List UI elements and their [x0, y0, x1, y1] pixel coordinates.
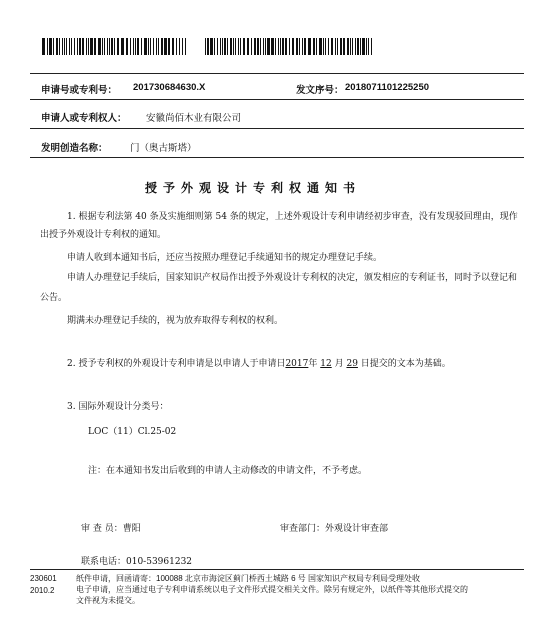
barcode-bar	[235, 38, 236, 55]
barcode-left	[42, 38, 190, 55]
barcode-bar	[265, 38, 266, 55]
paragraph-2: 申请人收到本通知书后，还应当按照办理登记手续通知书的规定办理登记手续。	[67, 253, 383, 263]
barcode-bar	[66, 38, 67, 55]
doc-no-label: 发文序号：	[296, 85, 344, 96]
barcode-bar	[64, 38, 65, 55]
barcode-bar	[156, 38, 157, 55]
barcode-bar	[331, 38, 333, 55]
barcode-bar	[150, 38, 151, 55]
barcode-bar	[271, 38, 274, 55]
barcode-bar	[153, 38, 154, 55]
form-code-2: 2010.2	[30, 586, 55, 595]
paragraph-3-line-1: 申请人办理登记手续后，国家知识产权局作出授予外观设计专利权的决定，颁发相应的专利证书，同时予以登记和	[67, 273, 518, 283]
barcode-bar	[347, 38, 349, 55]
divider-2	[30, 128, 524, 129]
barcode-bar	[172, 38, 174, 55]
barcode-bar	[107, 38, 108, 55]
barcode-bar	[296, 38, 298, 55]
classification-heading: 3. 国际外观设计分类号：	[67, 402, 169, 412]
barcode-bar	[278, 38, 279, 55]
footer-line-2: 电子申请，应当通过电子专利申请系统以电子文件形式提交相关文件。除另有规定外，以纸件等其他形式提交的	[76, 585, 468, 594]
barcode-bar	[217, 38, 218, 55]
divider-1	[30, 99, 524, 100]
barcode-bar	[243, 38, 245, 55]
barcode-bar	[179, 38, 180, 55]
barcode-bar	[224, 38, 226, 55]
footer-line-3: 文件视为未提交。	[76, 596, 140, 605]
barcode-bar	[335, 38, 336, 55]
barcode-bar	[82, 38, 84, 55]
filing-year-unit: 年	[308, 359, 318, 369]
design-name-value: 门（奥古斯塔）	[130, 143, 197, 154]
barcode-bar	[319, 38, 322, 55]
barcode-bar	[316, 38, 317, 55]
barcode-right	[205, 38, 375, 55]
barcode-bar	[254, 38, 256, 55]
barcode-bar	[352, 38, 353, 55]
paragraph-1-line-2: 出授予外观设计专利权的通知。	[40, 230, 167, 240]
classification-code: LOC（11）Cl.25-02	[88, 427, 177, 437]
barcode-bar	[220, 38, 221, 55]
barcode-bar	[260, 38, 261, 55]
barcode-bar	[86, 38, 87, 55]
paragraph-4: 期满未办理登记手续的，视为放弃取得专利权的权利。	[67, 316, 284, 326]
barcode-bar	[337, 38, 338, 55]
barcode-bar	[121, 38, 124, 55]
barcode-bar	[368, 38, 369, 55]
app-no-value: 201730684630.X	[133, 82, 206, 93]
barcode-bar	[158, 38, 159, 55]
barcode-bar	[182, 38, 183, 55]
barcode-bar	[71, 38, 72, 55]
barcode-bar	[168, 38, 170, 55]
doc-no-value: 2018071101225250	[345, 82, 430, 93]
barcode-bar	[267, 38, 270, 55]
design-name-label: 发明创造名称：	[41, 143, 108, 154]
barcode-bar	[49, 38, 52, 55]
filing-basis-prefix: 2. 授予专利权的外观设计专利申请是以申请人于申请日	[67, 359, 286, 369]
barcode-bar	[350, 38, 351, 55]
barcode-bar	[117, 38, 119, 55]
barcode-bar	[185, 38, 186, 55]
examination-department: 审查部门：外观设计审查部	[280, 524, 389, 534]
barcode-bar	[323, 38, 324, 55]
barcode-bar	[240, 38, 241, 55]
barcode-bar	[313, 38, 315, 55]
barcode-bar	[56, 38, 58, 55]
barcode-bar	[233, 38, 234, 55]
barcode-bar	[366, 38, 367, 55]
barcode-bar	[357, 38, 359, 55]
barcode-bar	[214, 38, 215, 55]
barcode-bar	[222, 38, 223, 55]
barcode-bar	[302, 38, 303, 55]
barcode-bar	[285, 38, 287, 55]
barcode-bar	[280, 38, 281, 55]
barcode-bar	[340, 38, 342, 55]
note: 注：在本通知书发出后收到的申请人主动修改的申请文件，不予考虑。	[88, 466, 368, 476]
barcode-bar	[42, 38, 45, 55]
barcode-bar	[135, 38, 136, 55]
filing-month-unit: 月	[334, 359, 344, 369]
barcode-bar	[176, 38, 177, 55]
barcode-bar	[148, 38, 149, 55]
filing-year: 2017	[285, 359, 309, 369]
barcode-bar	[299, 38, 300, 55]
paragraph-3-line-2: 公告。	[40, 293, 68, 303]
barcode-bar	[362, 38, 365, 55]
barcode-bar	[238, 38, 239, 55]
barcode-bar	[207, 38, 209, 55]
app-no-label: 申请号或专利号：	[41, 85, 118, 96]
filing-month: 12	[320, 359, 332, 369]
divider-footer	[30, 569, 524, 570]
barcode-bar	[263, 38, 264, 55]
barcode-bar	[247, 38, 249, 55]
divider-3	[30, 157, 524, 158]
paragraph-1-line-1: 1. 根据专利法第 40 条及实施细则第 54 条的规定，上述外观设计专利申请经初步审查，没有发现驳回理由，现作	[67, 212, 518, 222]
barcode-bar	[227, 38, 228, 55]
barcode-bar	[282, 38, 284, 55]
barcode-bar	[164, 38, 167, 55]
barcode-bar	[133, 38, 134, 55]
barcode-bar	[69, 38, 70, 55]
barcode-bar	[275, 38, 276, 55]
barcode-bar	[304, 38, 306, 55]
applicant-value: 安徽尚佰木业有限公司	[146, 113, 242, 124]
barcode-bar	[109, 38, 110, 55]
barcode-bar	[104, 38, 105, 55]
barcode-bar	[98, 38, 101, 55]
barcode-bar	[343, 38, 345, 55]
filing-day: 29	[346, 359, 358, 369]
barcode-bar	[360, 38, 361, 55]
barcode-bar	[161, 38, 163, 55]
barcode-bar	[111, 38, 113, 55]
paragraph-filing-basis	[67, 358, 451, 370]
barcode-bar	[137, 38, 139, 55]
barcode-bar	[289, 38, 290, 55]
barcode-bar	[371, 38, 372, 55]
barcode-bar	[144, 38, 147, 55]
footer-line-1: 纸件申请，回函请寄：100088 北京市海淀区蓟门桥西土城路 6 号 国家知识产权局专利局受理处收	[76, 574, 421, 583]
barcode-bar	[94, 38, 96, 55]
contact-phone: 联系电话：010-53961232	[81, 557, 193, 567]
barcode-bar	[79, 38, 81, 55]
form-code-1: 230601	[30, 574, 57, 583]
barcode-bar	[141, 38, 142, 55]
barcode-bar	[210, 38, 213, 55]
barcode-bar	[59, 38, 60, 55]
barcode-bar	[114, 38, 115, 55]
barcode-bar	[130, 38, 131, 55]
barcode-bar	[74, 38, 75, 55]
barcode-bar	[292, 38, 294, 55]
barcode-bar	[230, 38, 232, 55]
examiner: 审 查 员：曹阳	[81, 524, 141, 534]
barcode-bar	[328, 38, 329, 55]
barcode-bar	[62, 38, 63, 55]
barcode-bar	[90, 38, 93, 55]
barcode-bar	[308, 38, 311, 55]
barcode-bar	[355, 38, 356, 55]
document-title: 授予外观设计专利权通知书	[145, 181, 362, 195]
barcode-bar	[257, 38, 259, 55]
barcode-bar	[126, 38, 128, 55]
barcode-bar	[47, 38, 48, 55]
barcode-bar	[102, 38, 103, 55]
barcode-bar	[325, 38, 326, 55]
barcode-bar	[205, 38, 206, 55]
barcode-bar	[77, 38, 78, 55]
barcode-bar	[251, 38, 252, 55]
applicant-label: 申请人或专利权人：	[41, 113, 127, 124]
barcode-bar	[53, 38, 54, 55]
barcode-bar	[88, 38, 89, 55]
divider-top	[30, 73, 524, 74]
filing-basis-suffix: 日提交的文本为基础。	[360, 359, 451, 369]
